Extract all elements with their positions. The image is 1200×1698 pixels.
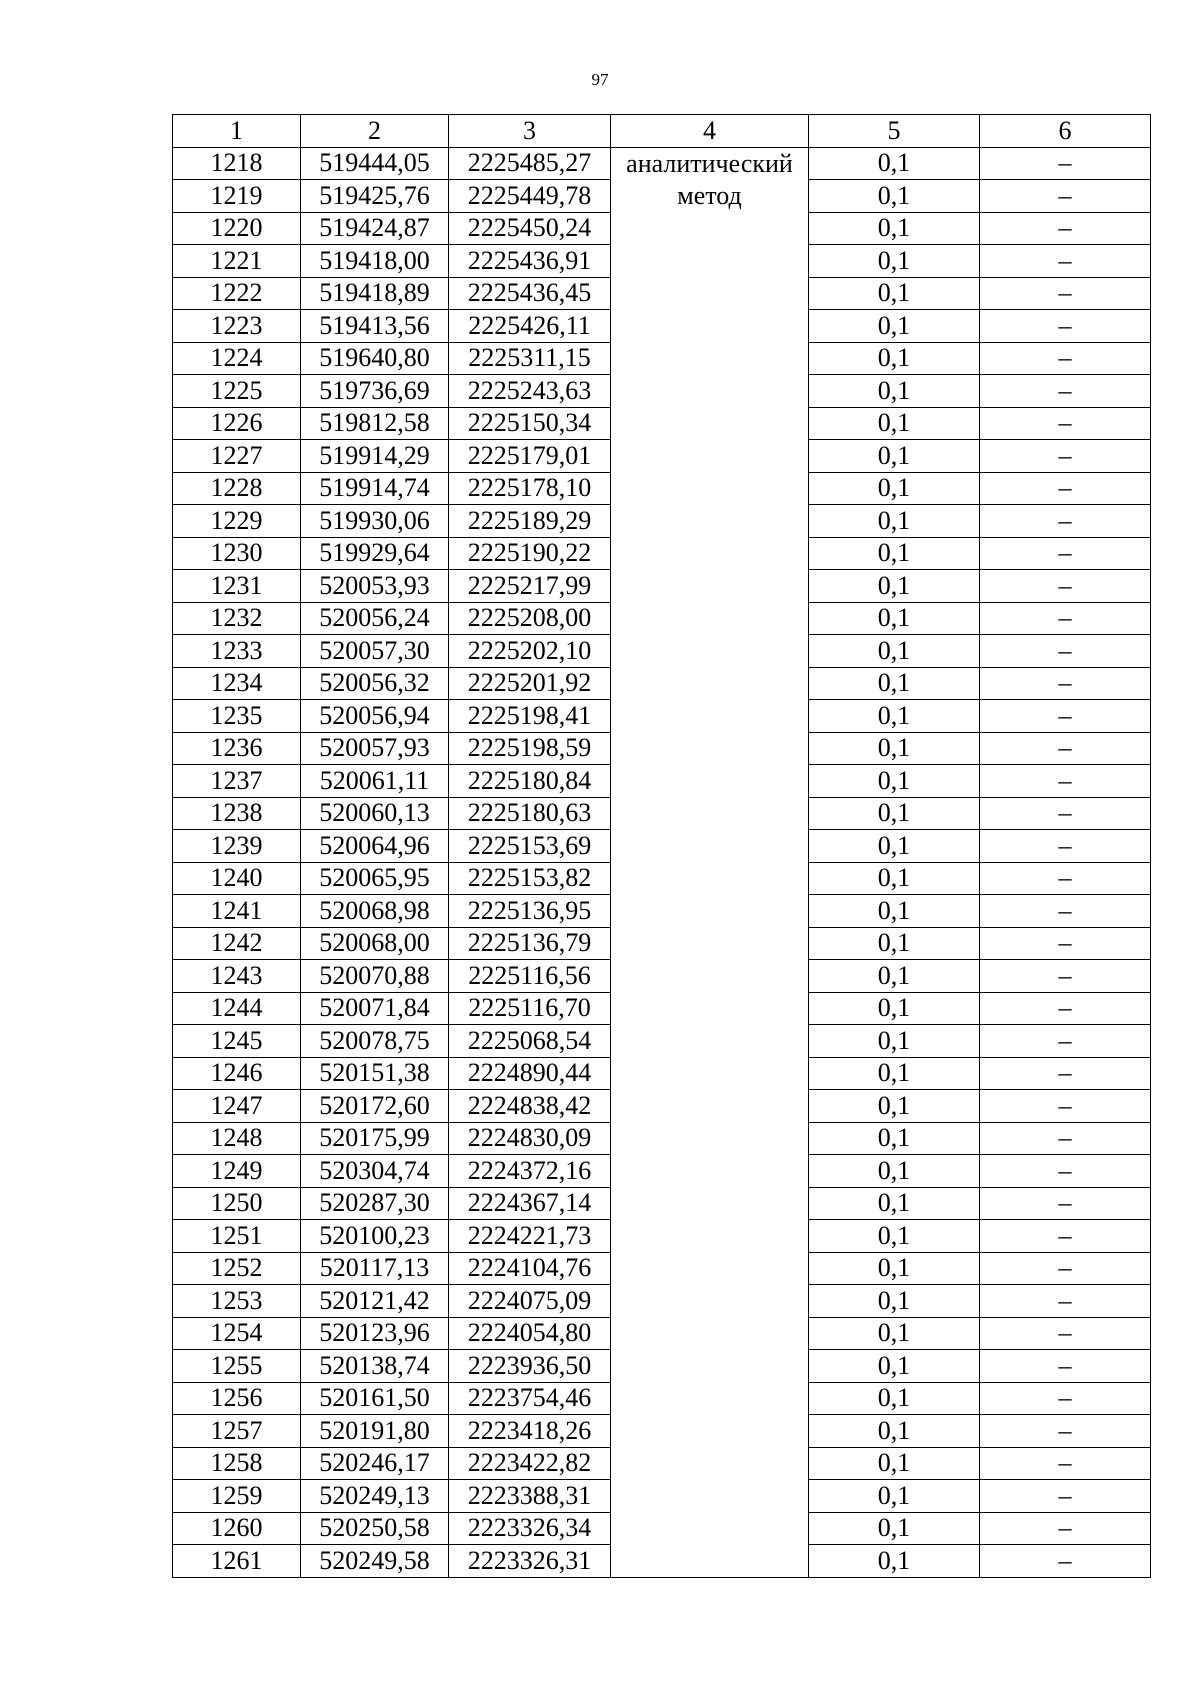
description-cell: – xyxy=(980,667,1151,700)
header-col-6: 6 xyxy=(980,115,1151,148)
x-coordinate-cell: 519418,89 xyxy=(301,277,449,310)
accuracy-cell: 0,1 xyxy=(809,1512,980,1545)
description-cell: – xyxy=(980,1057,1151,1090)
y-coordinate-cell: 2224830,09 xyxy=(449,1122,611,1155)
x-coordinate-cell: 519424,87 xyxy=(301,212,449,245)
point-number-cell: 1241 xyxy=(173,895,301,928)
y-coordinate-cell: 2225180,63 xyxy=(449,797,611,830)
point-number-cell: 1253 xyxy=(173,1285,301,1318)
y-coordinate-cell: 2223754,46 xyxy=(449,1382,611,1415)
y-coordinate-cell: 2225208,00 xyxy=(449,602,611,635)
x-coordinate-cell: 519930,06 xyxy=(301,505,449,538)
point-number-cell: 1261 xyxy=(173,1545,301,1578)
description-cell: – xyxy=(980,537,1151,570)
point-number-cell: 1225 xyxy=(173,375,301,408)
point-number-cell: 1220 xyxy=(173,212,301,245)
x-coordinate-cell: 519640,80 xyxy=(301,342,449,375)
description-cell: – xyxy=(980,1350,1151,1383)
x-coordinate-cell: 520053,93 xyxy=(301,570,449,603)
description-cell: – xyxy=(980,1415,1151,1448)
accuracy-cell: 0,1 xyxy=(809,992,980,1025)
y-coordinate-cell: 2223418,26 xyxy=(449,1415,611,1448)
accuracy-cell: 0,1 xyxy=(809,1155,980,1188)
accuracy-cell: 0,1 xyxy=(809,310,980,343)
point-number-cell: 1219 xyxy=(173,180,301,213)
header-col-1: 1 xyxy=(173,115,301,148)
description-cell: – xyxy=(980,1382,1151,1415)
table-header-row xyxy=(173,115,1151,148)
accuracy-cell: 0,1 xyxy=(809,602,980,635)
accuracy-cell: 0,1 xyxy=(809,1122,980,1155)
description-cell: – xyxy=(980,732,1151,765)
x-coordinate-cell: 520068,98 xyxy=(301,895,449,928)
description-cell: – xyxy=(980,1285,1151,1318)
accuracy-cell: 0,1 xyxy=(809,1220,980,1253)
accuracy-cell: 0,1 xyxy=(809,1447,980,1480)
description-cell: – xyxy=(980,277,1151,310)
x-coordinate-cell: 519914,74 xyxy=(301,472,449,505)
point-number-cell: 1227 xyxy=(173,440,301,473)
x-coordinate-cell: 520078,75 xyxy=(301,1025,449,1058)
description-cell: – xyxy=(980,310,1151,343)
y-coordinate-cell: 2225201,92 xyxy=(449,667,611,700)
y-coordinate-cell: 2224221,73 xyxy=(449,1220,611,1253)
y-coordinate-cell: 2223326,34 xyxy=(449,1512,611,1545)
point-number-cell: 1239 xyxy=(173,830,301,863)
point-number-cell: 1249 xyxy=(173,1155,301,1188)
accuracy-cell: 0,1 xyxy=(809,245,980,278)
y-coordinate-cell: 2225136,95 xyxy=(449,895,611,928)
y-coordinate-cell: 2225198,41 xyxy=(449,700,611,733)
x-coordinate-cell: 520064,96 xyxy=(301,830,449,863)
x-coordinate-cell: 520161,50 xyxy=(301,1382,449,1415)
accuracy-cell: 0,1 xyxy=(809,1025,980,1058)
y-coordinate-cell: 2225153,82 xyxy=(449,862,611,895)
description-cell: – xyxy=(980,1187,1151,1220)
y-coordinate-cell: 2225136,79 xyxy=(449,927,611,960)
point-number-cell: 1230 xyxy=(173,537,301,570)
y-coordinate-cell: 2225190,22 xyxy=(449,537,611,570)
description-cell: – xyxy=(980,895,1151,928)
description-cell: – xyxy=(980,180,1151,213)
y-coordinate-cell: 2225153,69 xyxy=(449,830,611,863)
table-row xyxy=(173,147,1151,180)
x-coordinate-cell: 519929,64 xyxy=(301,537,449,570)
header-col-5: 5 xyxy=(809,115,980,148)
accuracy-cell: 0,1 xyxy=(809,505,980,538)
description-cell: – xyxy=(980,960,1151,993)
accuracy-cell: 0,1 xyxy=(809,277,980,310)
description-cell: – xyxy=(980,1025,1151,1058)
point-number-cell: 1229 xyxy=(173,505,301,538)
method-text-line: метод xyxy=(677,180,742,210)
x-coordinate-cell: 519444,05 xyxy=(301,147,449,180)
page-number: 97 xyxy=(591,70,609,89)
description-cell: – xyxy=(980,147,1151,180)
description-cell: – xyxy=(980,635,1151,668)
point-number-cell: 1236 xyxy=(173,732,301,765)
x-coordinate-cell: 520056,24 xyxy=(301,602,449,635)
x-coordinate-cell: 519413,56 xyxy=(301,310,449,343)
point-number-cell: 1244 xyxy=(173,992,301,1025)
y-coordinate-cell: 2225189,29 xyxy=(449,505,611,538)
accuracy-cell: 0,1 xyxy=(809,1382,980,1415)
accuracy-cell: 0,1 xyxy=(809,830,980,863)
method-text-line: аналитический xyxy=(626,148,793,178)
accuracy-cell: 0,1 xyxy=(809,765,980,798)
accuracy-cell: 0,1 xyxy=(809,407,980,440)
description-cell: – xyxy=(980,1447,1151,1480)
x-coordinate-cell: 520056,94 xyxy=(301,700,449,733)
y-coordinate-cell: 2225243,63 xyxy=(449,375,611,408)
accuracy-cell: 0,1 xyxy=(809,862,980,895)
description-cell: – xyxy=(980,1252,1151,1285)
y-coordinate-cell: 2224054,80 xyxy=(449,1317,611,1350)
point-number-cell: 1218 xyxy=(173,147,301,180)
x-coordinate-cell: 520175,99 xyxy=(301,1122,449,1155)
y-coordinate-cell: 2224838,42 xyxy=(449,1090,611,1123)
description-cell: – xyxy=(980,440,1151,473)
accuracy-cell: 0,1 xyxy=(809,700,980,733)
point-number-cell: 1223 xyxy=(173,310,301,343)
accuracy-cell: 0,1 xyxy=(809,1252,980,1285)
x-coordinate-cell: 520061,11 xyxy=(301,765,449,798)
point-number-cell: 1260 xyxy=(173,1512,301,1545)
accuracy-cell: 0,1 xyxy=(809,342,980,375)
y-coordinate-cell: 2225217,99 xyxy=(449,570,611,603)
x-coordinate-cell: 519914,29 xyxy=(301,440,449,473)
y-coordinate-cell: 2224104,76 xyxy=(449,1252,611,1285)
point-number-cell: 1245 xyxy=(173,1025,301,1058)
point-number-cell: 1251 xyxy=(173,1220,301,1253)
y-coordinate-cell: 2223388,31 xyxy=(449,1480,611,1513)
coordinates-table xyxy=(172,114,1151,1578)
y-coordinate-cell: 2225311,15 xyxy=(449,342,611,375)
y-coordinate-cell: 2224075,09 xyxy=(449,1285,611,1318)
accuracy-cell: 0,1 xyxy=(809,667,980,700)
accuracy-cell: 0,1 xyxy=(809,895,980,928)
y-coordinate-cell: 2225116,70 xyxy=(449,992,611,1025)
description-cell: – xyxy=(980,570,1151,603)
x-coordinate-cell: 520304,74 xyxy=(301,1155,449,1188)
x-coordinate-cell: 520121,42 xyxy=(301,1285,449,1318)
x-coordinate-cell: 520246,17 xyxy=(301,1447,449,1480)
accuracy-cell: 0,1 xyxy=(809,635,980,668)
accuracy-cell: 0,1 xyxy=(809,1187,980,1220)
x-coordinate-cell: 519812,58 xyxy=(301,407,449,440)
y-coordinate-cell: 2225179,01 xyxy=(449,440,611,473)
point-number-cell: 1242 xyxy=(173,927,301,960)
accuracy-cell: 0,1 xyxy=(809,960,980,993)
x-coordinate-cell: 520287,30 xyxy=(301,1187,449,1220)
y-coordinate-cell: 2225202,10 xyxy=(449,635,611,668)
point-number-cell: 1224 xyxy=(173,342,301,375)
accuracy-cell: 0,1 xyxy=(809,570,980,603)
accuracy-cell: 0,1 xyxy=(809,1415,980,1448)
point-number-cell: 1237 xyxy=(173,765,301,798)
accuracy-cell: 0,1 xyxy=(809,927,980,960)
header-col-4: 4 xyxy=(611,115,809,148)
point-number-cell: 1250 xyxy=(173,1187,301,1220)
header-col-3: 3 xyxy=(449,115,611,148)
description-cell: – xyxy=(980,505,1151,538)
description-cell: – xyxy=(980,245,1151,278)
y-coordinate-cell: 2225426,11 xyxy=(449,310,611,343)
point-number-cell: 1240 xyxy=(173,862,301,895)
description-cell: – xyxy=(980,1090,1151,1123)
x-coordinate-cell: 520100,23 xyxy=(301,1220,449,1253)
x-coordinate-cell: 520068,00 xyxy=(301,927,449,960)
x-coordinate-cell: 520138,74 xyxy=(301,1350,449,1383)
description-cell: – xyxy=(980,1512,1151,1545)
accuracy-cell: 0,1 xyxy=(809,180,980,213)
x-coordinate-cell: 519418,00 xyxy=(301,245,449,278)
accuracy-cell: 0,1 xyxy=(809,1090,980,1123)
description-cell: – xyxy=(980,927,1151,960)
point-number-cell: 1226 xyxy=(173,407,301,440)
description-cell: – xyxy=(980,830,1151,863)
x-coordinate-cell: 519736,69 xyxy=(301,375,449,408)
description-cell: – xyxy=(980,1545,1151,1578)
y-coordinate-cell: 2224367,14 xyxy=(449,1187,611,1220)
x-coordinate-cell: 519425,76 xyxy=(301,180,449,213)
y-coordinate-cell: 2225178,10 xyxy=(449,472,611,505)
description-cell: – xyxy=(980,992,1151,1025)
description-cell: – xyxy=(980,1317,1151,1350)
accuracy-cell: 0,1 xyxy=(809,1317,980,1350)
point-number-cell: 1255 xyxy=(173,1350,301,1383)
x-coordinate-cell: 520057,93 xyxy=(301,732,449,765)
y-coordinate-cell: 2223936,50 xyxy=(449,1350,611,1383)
accuracy-cell: 0,1 xyxy=(809,212,980,245)
accuracy-cell: 0,1 xyxy=(809,732,980,765)
point-number-cell: 1257 xyxy=(173,1415,301,1448)
point-number-cell: 1232 xyxy=(173,602,301,635)
point-number-cell: 1243 xyxy=(173,960,301,993)
y-coordinate-cell: 2225485,27 xyxy=(449,147,611,180)
point-number-cell: 1228 xyxy=(173,472,301,505)
point-number-cell: 1258 xyxy=(173,1447,301,1480)
y-coordinate-cell: 2223422,82 xyxy=(449,1447,611,1480)
point-number-cell: 1221 xyxy=(173,245,301,278)
x-coordinate-cell: 520250,58 xyxy=(301,1512,449,1545)
point-number-cell: 1238 xyxy=(173,797,301,830)
description-cell: – xyxy=(980,342,1151,375)
accuracy-cell: 0,1 xyxy=(809,375,980,408)
description-cell: – xyxy=(980,765,1151,798)
y-coordinate-cell: 2225116,56 xyxy=(449,960,611,993)
x-coordinate-cell: 520123,96 xyxy=(301,1317,449,1350)
point-number-cell: 1256 xyxy=(173,1382,301,1415)
description-cell: – xyxy=(980,407,1151,440)
y-coordinate-cell: 2224372,16 xyxy=(449,1155,611,1188)
accuracy-cell: 0,1 xyxy=(809,472,980,505)
method-cell xyxy=(611,147,809,1577)
description-cell: – xyxy=(980,1122,1151,1155)
description-cell: – xyxy=(980,797,1151,830)
x-coordinate-cell: 520065,95 xyxy=(301,862,449,895)
point-number-cell: 1248 xyxy=(173,1122,301,1155)
y-coordinate-cell: 2225436,91 xyxy=(449,245,611,278)
point-number-cell: 1222 xyxy=(173,277,301,310)
y-coordinate-cell: 2225180,84 xyxy=(449,765,611,798)
accuracy-cell: 0,1 xyxy=(809,537,980,570)
description-cell: – xyxy=(980,602,1151,635)
x-coordinate-cell: 520060,13 xyxy=(301,797,449,830)
description-cell: – xyxy=(980,375,1151,408)
y-coordinate-cell: 2224890,44 xyxy=(449,1057,611,1090)
y-coordinate-cell: 2225198,59 xyxy=(449,732,611,765)
table-body xyxy=(173,115,1151,1578)
description-cell: – xyxy=(980,700,1151,733)
description-cell: – xyxy=(980,212,1151,245)
x-coordinate-cell: 520117,13 xyxy=(301,1252,449,1285)
accuracy-cell: 0,1 xyxy=(809,147,980,180)
x-coordinate-cell: 520191,80 xyxy=(301,1415,449,1448)
accuracy-cell: 0,1 xyxy=(809,440,980,473)
point-number-cell: 1254 xyxy=(173,1317,301,1350)
y-coordinate-cell: 2223326,31 xyxy=(449,1545,611,1578)
x-coordinate-cell: 520151,38 xyxy=(301,1057,449,1090)
x-coordinate-cell: 520056,32 xyxy=(301,667,449,700)
accuracy-cell: 0,1 xyxy=(809,1545,980,1578)
x-coordinate-cell: 520070,88 xyxy=(301,960,449,993)
header-col-2: 2 xyxy=(301,115,449,148)
point-number-cell: 1246 xyxy=(173,1057,301,1090)
y-coordinate-cell: 2225068,54 xyxy=(449,1025,611,1058)
x-coordinate-cell: 520057,30 xyxy=(301,635,449,668)
accuracy-cell: 0,1 xyxy=(809,1285,980,1318)
x-coordinate-cell: 520172,60 xyxy=(301,1090,449,1123)
x-coordinate-cell: 520249,58 xyxy=(301,1545,449,1578)
point-number-cell: 1233 xyxy=(173,635,301,668)
accuracy-cell: 0,1 xyxy=(809,1480,980,1513)
x-coordinate-cell: 520071,84 xyxy=(301,992,449,1025)
description-cell: – xyxy=(980,862,1151,895)
point-number-cell: 1247 xyxy=(173,1090,301,1123)
accuracy-cell: 0,1 xyxy=(809,1057,980,1090)
description-cell: – xyxy=(980,1220,1151,1253)
y-coordinate-cell: 2225150,34 xyxy=(449,407,611,440)
y-coordinate-cell: 2225436,45 xyxy=(449,277,611,310)
accuracy-cell: 0,1 xyxy=(809,797,980,830)
point-number-cell: 1259 xyxy=(173,1480,301,1513)
point-number-cell: 1235 xyxy=(173,700,301,733)
point-number-cell: 1231 xyxy=(173,570,301,603)
y-coordinate-cell: 2225449,78 xyxy=(449,180,611,213)
description-cell: – xyxy=(980,1480,1151,1513)
description-cell: – xyxy=(980,1155,1151,1188)
description-cell: – xyxy=(980,472,1151,505)
point-number-cell: 1234 xyxy=(173,667,301,700)
x-coordinate-cell: 520249,13 xyxy=(301,1480,449,1513)
point-number-cell: 1252 xyxy=(173,1252,301,1285)
accuracy-cell: 0,1 xyxy=(809,1350,980,1383)
y-coordinate-cell: 2225450,24 xyxy=(449,212,611,245)
